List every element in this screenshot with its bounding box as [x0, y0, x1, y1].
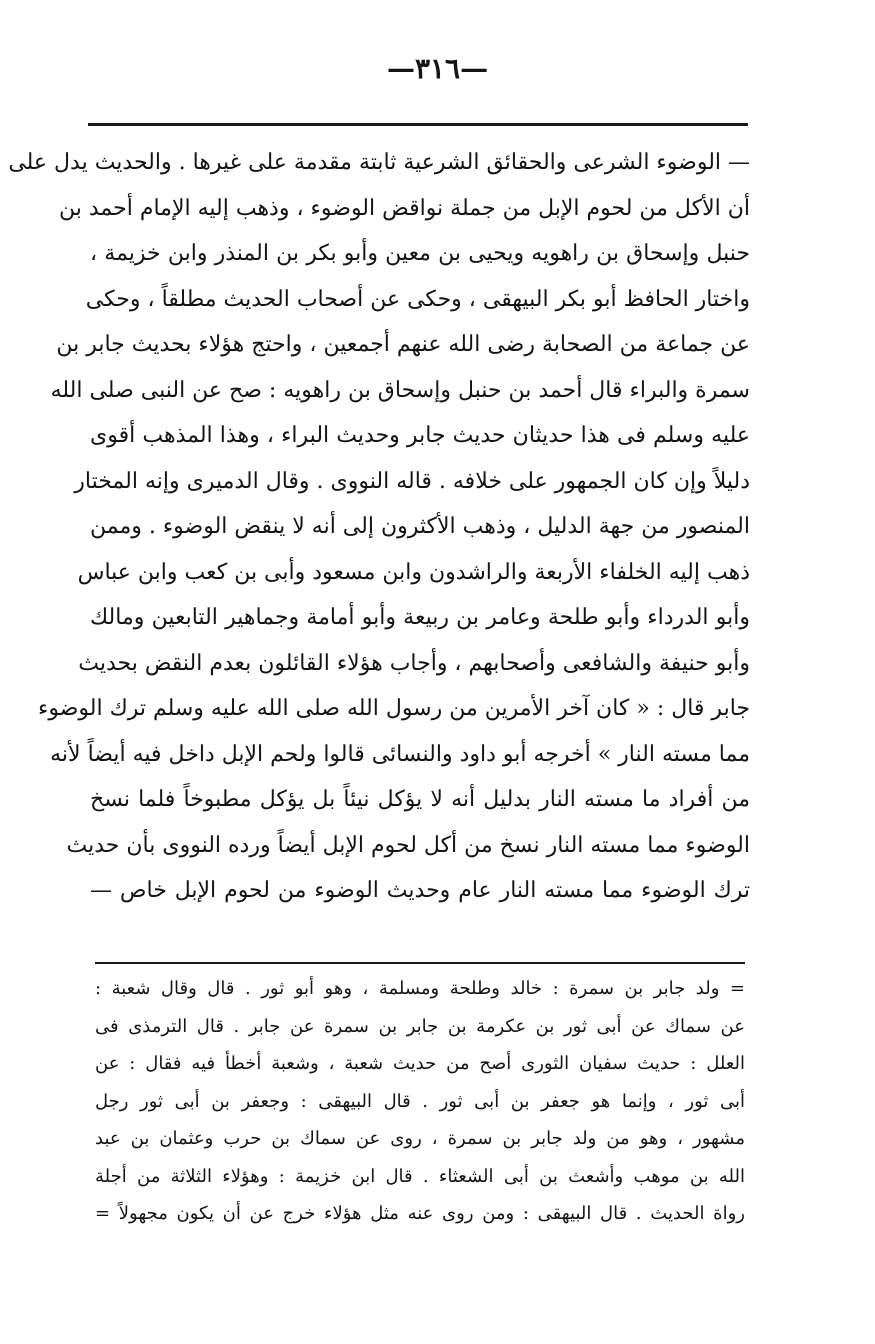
main-text-line: مما مسته النار » أخرجه أبو داود والنسائى قالوا ولحم الإبل داخل فيه أيضاً لأنه	[50, 741, 750, 767]
main-text-line: سمرة والبراء قال أحمد بن حنبل وإسحاق بن راهويه : صح عن النبى صلى الله	[50, 377, 750, 403]
main-text-line: من أفراد ما مسته النار بدليل أنه لا يؤكل نيئاً بل يؤكل مطبوخاً فلما نسخ	[90, 787, 750, 812]
footnote-rule	[95, 962, 745, 964]
footnote-line: عن سماك عن أبى ثور بن عكرمة بن جابر بن سمرة عن جابر . قال الترمذى فى	[95, 1015, 745, 1037]
main-text-line: دليلاً وإن كان الجمهور على خلافه . قاله النووى . وقال الدميرى وإنه المختار	[74, 468, 750, 494]
footnote-line: = ولد جابر بن سمرة : خالد وطلحة ومسلمة ، وهو أبو ثور . قال وقال شعبة :	[95, 978, 745, 999]
main-text-line: عن جماعة من الصحابة رضى الله عنهم أجمعين ، واحتج هؤلاء بحديث جابر بن	[56, 332, 750, 357]
main-text-line: ذهب إليه الخلفاء الأربعة والراشدون وابن مسعود وأبى بن كعب وابن عباس	[77, 559, 750, 585]
footnote-block	[95, 970, 745, 1233]
main-text-line: وأبو حنيفة والشافعى وأصحابهم ، وأجاب هؤلاء القائلون بعدم النقض بحديث	[78, 650, 750, 676]
footnote-line: العلل : حديث سفيان الثورى أصح من حديث شعبة ، وشعبة أخطأ فيه فقال : عن	[95, 1053, 745, 1074]
footnote-line: رواة الحديث . قال البيهقى : ومن روى عنه مثل هؤلاء خرج عن أن يكون مجهولاً =	[95, 1203, 745, 1224]
main-text-line: أن الأكل من لحوم الإبل من جملة نواقض الوضوء ، وذهب إليه الإمام أحمد بن	[59, 195, 750, 221]
main-text-line: جابر قال : « كان آخر الأمرين من رسول الله صلى الله عليه وسلم ترك الوضوء	[38, 696, 750, 721]
header-rule	[88, 123, 748, 126]
main-text-line: عليه وسلم فى هذا حديثان حديث جابر وحديث البراء ، وهذا المذهب أقوى	[90, 423, 750, 448]
main-text-line: الوضوء مما مسته النار نسخ من أكل لحوم الإبل أيضاً ورده النووى بأن حديث	[66, 832, 750, 858]
main-text-line: واختار الحافظ أبو بكر البيهقى ، وحكى عن أصحاب الحديث مطلقاً ، وحكى	[85, 286, 750, 312]
main-text-line: حنبل وإسحاق بن راهويه ويحيى بن معين وأبو بكر بن المنذر وابن خزيمة ،	[90, 241, 750, 266]
main-text-line: وأبو الدرداء وأبو طلحة وعامر بن ربيعة وأبو أمامة وجماهير التابعين ومالك	[90, 605, 750, 630]
footnote-line: مشهور ، وهو من ولد جابر بن سمرة ، روى عن سماك بن حرب وعثمان بن عبد	[95, 1128, 745, 1149]
main-text-line: المنصور من جهة الدليل ، وذهب الأكثرون إلى أنه لا ينقض الوضوء . وممن	[89, 514, 750, 539]
footnote-line: الله بن موهب وأشعث بن أبى الشعثاء . قال ابن خزيمة : وهؤلاء الثلاثة من أجلة	[95, 1165, 745, 1187]
main-text-block	[8, 140, 750, 914]
main-text-line: ترك الوضوء مما مسته النار عام وحديث الوضوء من لحوم الإبل خاص —	[90, 878, 750, 903]
page-number: —٣١٦—	[386, 52, 489, 85]
main-text-line: — الوضوء الشرعى والحقائق الشرعية ثابتة مقدمة على غيرها . والحديث يدل على	[8, 150, 750, 175]
footnote-line: أبى ثور ، وإنما هو جعفر بن أبى ثور . قال البيهقى : وجعفر بن أبى ثور رجل	[95, 1090, 745, 1112]
